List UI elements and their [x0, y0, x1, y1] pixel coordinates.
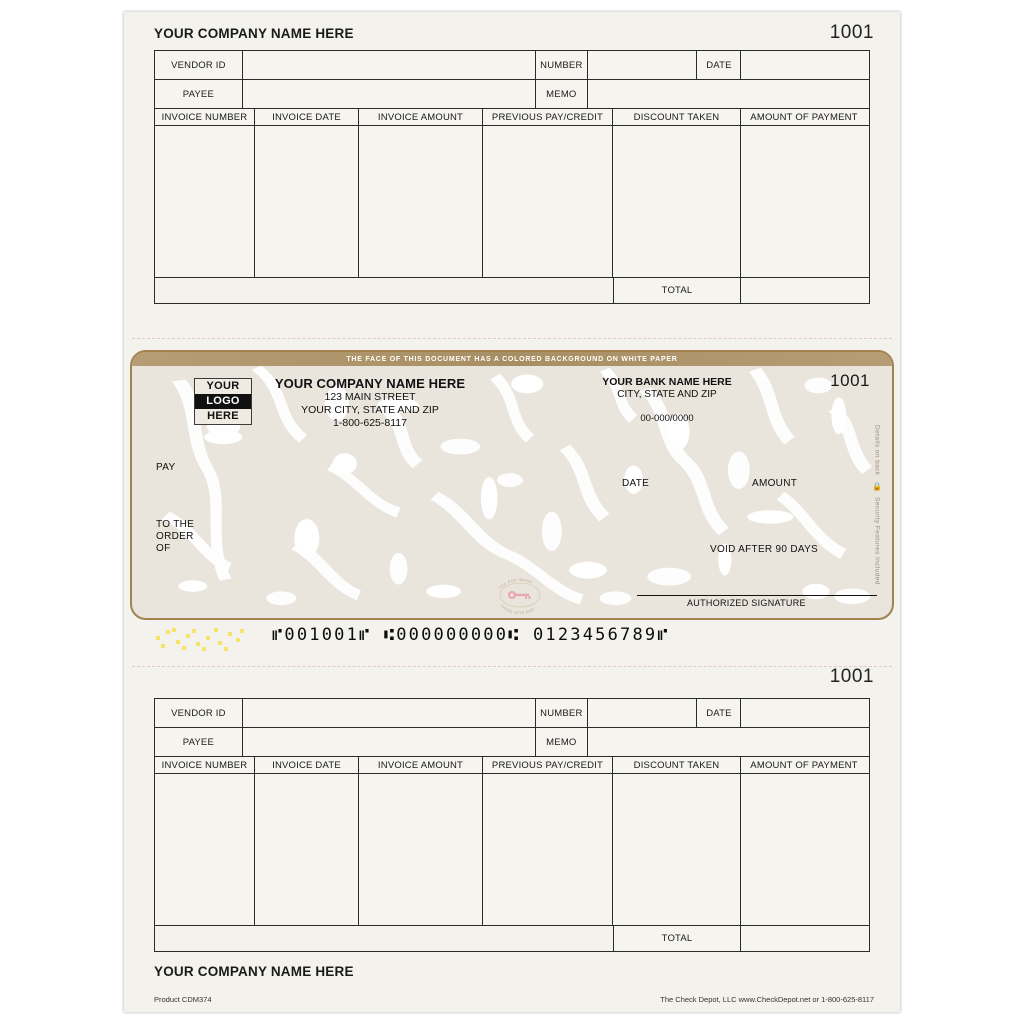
cell-payee-label: PAYEE: [155, 728, 243, 756]
order-line-2: ORDER: [156, 531, 194, 542]
logo-line-3: HERE: [207, 410, 239, 422]
paper-sheet: [124, 12, 900, 1012]
check-number: 1001: [830, 371, 870, 390]
table-header-row: [155, 757, 869, 774]
company-street: 123 MAIN STREET: [324, 391, 416, 403]
total-value[interactable]: [741, 278, 867, 303]
cell-date-value[interactable]: [741, 51, 869, 79]
cell-vendor-id-value[interactable]: [243, 699, 536, 727]
order-line-3: OF: [156, 543, 171, 554]
cell-discount-taken[interactable]: [613, 774, 741, 925]
table-row: [155, 728, 869, 757]
check-section: [124, 330, 900, 670]
logo-line-1: YOUR: [206, 380, 240, 392]
amount-label: AMOUNT: [752, 478, 798, 489]
top-stub-company-name: YOUR COMPANY NAME HERE: [154, 26, 354, 41]
total-spacer: [155, 926, 613, 951]
table-row: [155, 80, 869, 109]
total-label: TOTAL: [613, 926, 741, 951]
table-header-row: [155, 109, 869, 126]
cell-number-value[interactable]: [588, 51, 698, 79]
table-total-row: [155, 278, 869, 303]
logo-line-2: LOGO: [195, 394, 251, 409]
details-on-back-text: Details on back: [873, 425, 881, 476]
pay-label: PAY: [156, 462, 176, 473]
top-stub-check-number: 1001: [829, 22, 874, 43]
cell-vendor-id-value[interactable]: [243, 51, 536, 79]
bottom-stub-check-number: 1001: [829, 666, 874, 687]
cell-invoice-date[interactable]: [255, 774, 359, 925]
bank-name: YOUR BANK NAME HERE: [602, 376, 732, 388]
total-value[interactable]: [741, 926, 867, 951]
security-side-strip: [870, 410, 884, 600]
top-stub-table: [154, 50, 870, 304]
company-address-block: [260, 376, 480, 430]
order-line-1: TO THE: [156, 519, 195, 530]
total-spacer: [155, 278, 613, 303]
bottom-stub: [124, 652, 900, 1012]
column-header: AMOUNT OF PAYMENT: [750, 111, 858, 123]
date-label: DATE: [622, 478, 650, 489]
security-features-text: Security Features Included: [873, 496, 881, 585]
table-total-row: [155, 926, 869, 951]
cell-invoice-amount[interactable]: [359, 774, 483, 925]
check-face: [130, 350, 894, 620]
lock-icon: 🔒: [872, 481, 882, 491]
cell-previous-pay-credit[interactable]: [483, 774, 613, 925]
void-after-label: VOID AFTER 90 DAYS: [710, 544, 819, 555]
red-image-security-seal: [489, 574, 551, 616]
security-warning-text: THE FACE OF THIS DOCUMENT HAS A COLORED BACKGROUND ON WHITE PAPER: [346, 355, 678, 363]
company-name: YOUR COMPANY NAME HERE: [274, 376, 466, 391]
cell-vendor-id-label: VENDOR ID: [155, 699, 243, 727]
to-the-order-of-label: [156, 519, 194, 555]
bank-block: [552, 376, 782, 401]
column-header: PREVIOUS PAY/CREDIT: [483, 109, 613, 125]
cell-number-label: NUMBER: [536, 699, 588, 727]
cell-invoice-date[interactable]: [255, 126, 359, 277]
company-city-state-zip: YOUR CITY, STATE AND ZIP: [301, 404, 439, 416]
micr-line: ⑈001001⑈ ⑆000000000⑆ 0123456789⑈: [272, 625, 670, 645]
column-header: INVOICE DATE: [255, 757, 359, 773]
vendor-credit-line: The Check Depot, LLC www.CheckDepot.net or 1-800-625-8117: [660, 995, 874, 1004]
signature-line: [637, 595, 877, 596]
perforation-line-top: [132, 338, 892, 339]
column-header: INVOICE AMOUNT: [359, 757, 483, 773]
cell-invoice-amount[interactable]: [359, 126, 483, 277]
cell-number-label: NUMBER: [536, 51, 588, 79]
table-body-row: [155, 774, 869, 926]
column-header: AMOUNT OF PAYMENT: [750, 759, 858, 771]
column-header: PREVIOUS PAY/CREDIT: [483, 757, 613, 773]
cell-memo-value[interactable]: [588, 728, 869, 756]
column-header: DISCOUNT TAKEN: [613, 757, 741, 773]
column-header: INVOICE AMOUNT: [359, 109, 483, 125]
cell-memo-label: MEMO: [536, 80, 588, 108]
cell-date-label: DATE: [697, 51, 741, 79]
column-header: DISCOUNT TAKEN: [613, 109, 741, 125]
yellow-security-dots: [152, 626, 252, 652]
logo-placeholder-box: [194, 378, 252, 425]
cell-payee-value[interactable]: [243, 80, 536, 108]
column-header: INVOICE NUMBER: [155, 109, 255, 125]
cell-vendor-id-label: VENDOR ID: [155, 51, 243, 79]
cell-payee-value[interactable]: [243, 728, 536, 756]
bottom-stub-table: [154, 698, 870, 952]
table-row: [155, 699, 869, 728]
cell-payee-label: PAYEE: [155, 80, 243, 108]
company-phone: 1-800-625-8117: [333, 417, 407, 429]
column-header: INVOICE DATE: [255, 109, 359, 125]
seal-top-text: THE RED IMAGE: [498, 577, 534, 591]
product-code: Product CDM374: [154, 995, 212, 1004]
table-row: [155, 51, 869, 80]
cell-previous-pay-credit[interactable]: [483, 126, 613, 277]
bank-city-state-zip: CITY, STATE AND ZIP: [617, 389, 717, 400]
footer-company-name: YOUR COMPANY NAME HERE: [154, 964, 354, 979]
security-warning-band: [132, 352, 892, 366]
column-header: INVOICE NUMBER: [155, 757, 255, 773]
bank-fraction-number: 00-000/0000: [640, 413, 694, 424]
cell-amount-of-payment[interactable]: [741, 126, 867, 277]
authorized-signature-label: AUTHORIZED SIGNATURE: [687, 598, 806, 608]
table-body-row: [155, 126, 869, 278]
top-stub: [124, 12, 900, 330]
cell-invoice-number[interactable]: [155, 774, 255, 925]
cell-memo-label: MEMO: [536, 728, 588, 756]
cell-memo-value[interactable]: [588, 80, 869, 108]
cell-date-label: DATE: [697, 699, 741, 727]
cell-discount-taken[interactable]: [613, 126, 741, 277]
cell-date-value[interactable]: [741, 699, 869, 727]
cell-number-value[interactable]: [588, 699, 698, 727]
cell-invoice-number[interactable]: [155, 126, 255, 277]
total-label: TOTAL: [613, 278, 741, 303]
seal-bottom-text: FADES WITH AGE: [499, 604, 536, 616]
cell-amount-of-payment[interactable]: [741, 774, 867, 925]
